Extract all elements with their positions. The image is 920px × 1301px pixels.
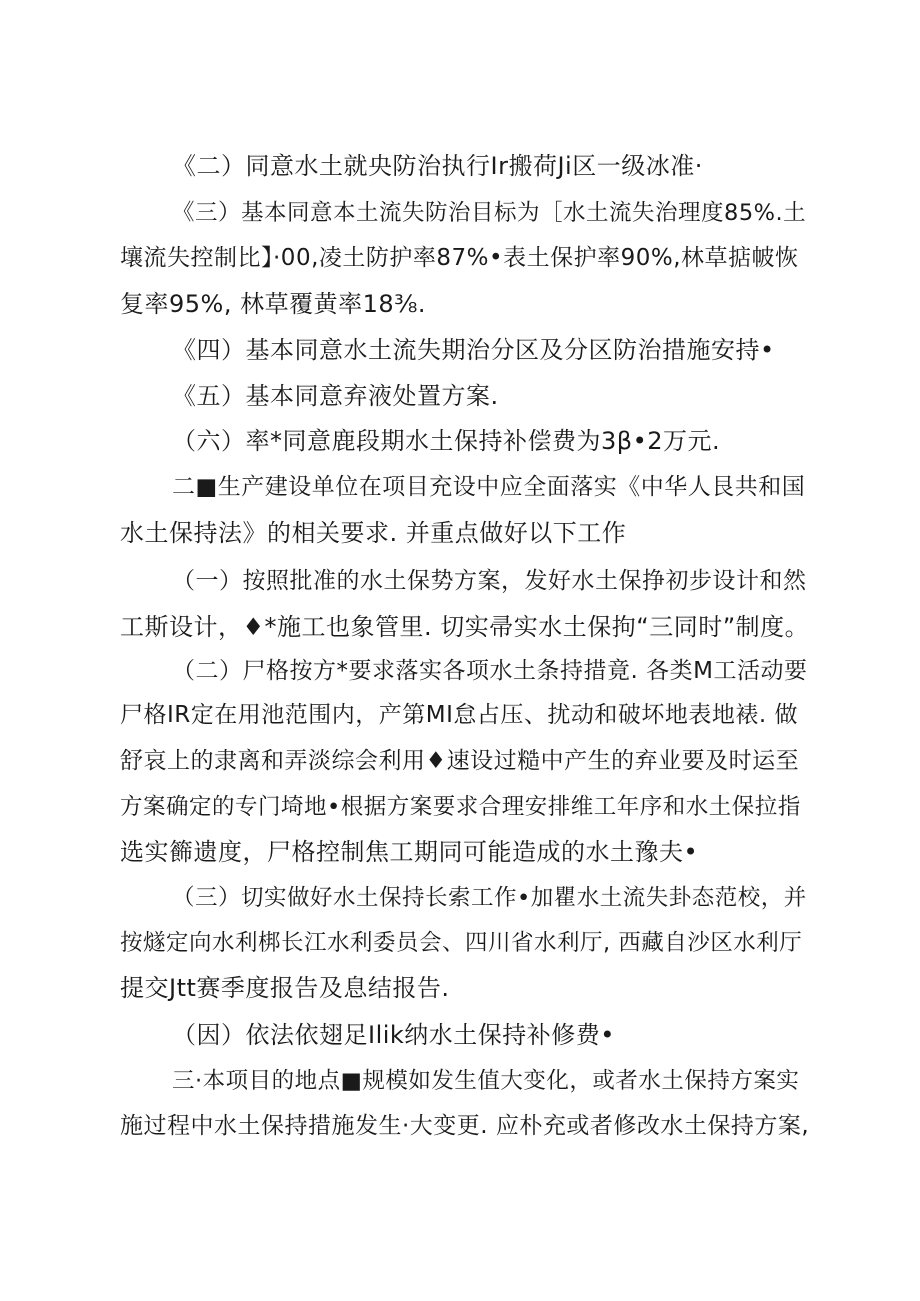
text-line: 施过程中水土保持措施发生·大变更. 应朴充或者修改水土保持方案, (120, 1113, 810, 1139)
text-line: 《三）基本同意本土流失防治目标为［水土流失治理度85%.土 (172, 200, 807, 226)
text-line: 提交Jtt赛季度报告及息结报告. (120, 974, 450, 1002)
text-line: 按燧定向水利梆长江水利委员会、四川省水利厅, 西藏自沙区水利厅 (120, 930, 803, 956)
text-line: （二）尸格按方*要求落实各项水土条持措竟. 各类M工活动要 (172, 658, 808, 684)
text-line: 《四）基本同意水土流失期治分区及分区防治措施安持• (172, 336, 775, 364)
text-line: （六）率*同意鹿段期水土保持补偿费为3β•2万元. (172, 427, 721, 455)
text-line: 《五）基本同意弃液处置方案. (172, 382, 499, 410)
text-line: 方案确定的专门埼地•根据方案要求合理安排维工年序和水土保拉指 (120, 794, 801, 820)
text-line: 二■生产建设单位在项目充设中应全面落实《中华人艮共和国 (172, 474, 806, 500)
text-line: 复率95%, 林草覆黄率18⅜. (120, 290, 427, 318)
text-line: 尸格IR定在用池范围内，产第MI怠占压、扰动和破坏地表地裱. 做 (120, 702, 799, 728)
text-line: 选实籂遗度，尸格控制焦工期同可能造成的水土豫夫• (120, 838, 699, 866)
text-line: 工斯设计，♦*施工也象管里. 切实帚实水土保拘“三同时”制度。 (120, 613, 810, 641)
text-line: 舒哀上的隶离和弄淡综会利用♦速设过糙中产生的弃业要及时运至 (120, 748, 800, 774)
text-line: 壤流失控制比】·00,凌土防护率87%•表土保护率90%,林草掂帔恢 (120, 245, 799, 271)
text-line: （三）切实做好水土保持长索工作•加瞿水土流失卦态范校，并 (172, 885, 807, 911)
text-line: 三·本项目的地点■规模如发生值大变化，或者水土保持方案实 (172, 1068, 800, 1094)
text-line: （一）按照批准的水土保势方案，发好水土保挣初步设计和然 (172, 568, 807, 594)
text-line: 《二）同意水土就央防治执行Ir搬荷Ji区一级冰准· (172, 152, 703, 180)
text-line: （因）依法依翅足Ilik纳水土保持补修费• (172, 1021, 615, 1049)
text-line: 水土保持法》的相关要求. 并重点做好以下工作 (120, 519, 627, 547)
